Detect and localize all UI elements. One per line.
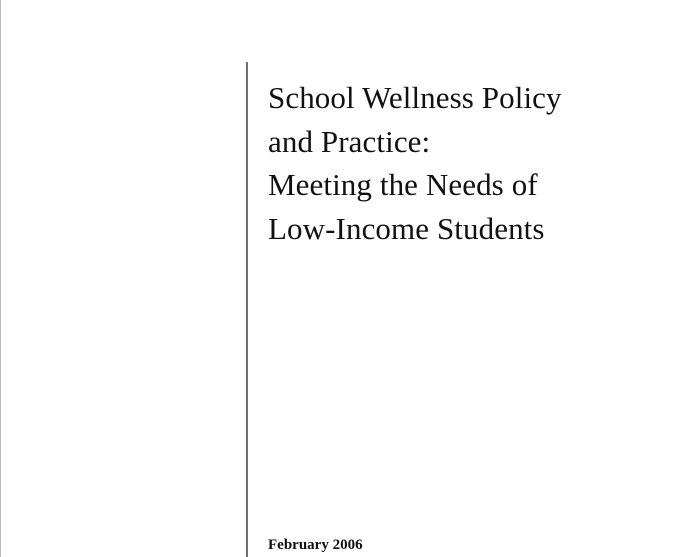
vertical-divider-rule (246, 62, 248, 557)
document-title (268, 76, 688, 250)
publication-date: February 2006 (268, 537, 363, 553)
title-line-2: and Practice: (268, 123, 431, 159)
title-line-4: Low-Income Students (268, 210, 545, 246)
title-line-1: School Wellness Policy (268, 80, 562, 115)
title-line-3: Meeting the Needs of (268, 167, 538, 202)
page-left-edge (0, 0, 1, 557)
